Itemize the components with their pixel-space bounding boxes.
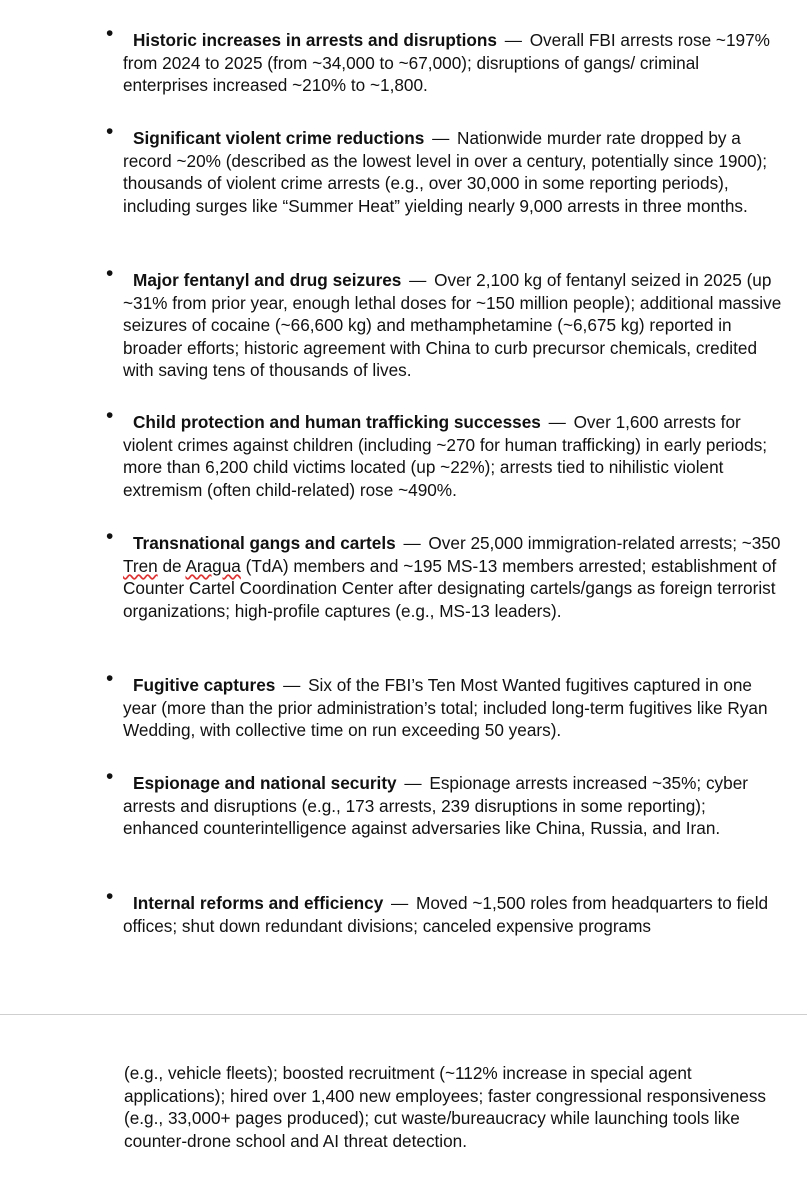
- bullet: •: [106, 525, 114, 548]
- em-dash: —: [548, 412, 566, 432]
- item-body: Six of the FBI’s Ten Most Wanted fugitives captured in one year (more than the prior administration’s total; included long-term fugitives like Ryan Wedding, with collective time on run exceeding 50 years).: [123, 675, 768, 741]
- em-dash: —: [283, 675, 301, 695]
- item-body: Moved ~1,500 roles from headquarters to field offices; shut down redundant divisions; canceled expensive programs: [123, 893, 769, 936]
- list-item-arrests: [106, 22, 783, 97]
- bullet: •: [106, 120, 114, 143]
- item-heading: Major fentanyl and drug seizures: [133, 270, 402, 290]
- document-page-2: [0, 1015, 807, 1200]
- em-dash: —: [432, 128, 450, 148]
- em-dash: —: [404, 773, 422, 793]
- item-heading: Internal reforms and efficiency: [133, 893, 384, 913]
- item-body: Over 2,100 kg of fentanyl seized in 2025 (up ~31% from prior year, enough lethal doses for ~150 million people); additional massive seizures of cocaine (~66,600 kg) and methamphetamine (~6,675 kg) reported in broader efforts; historic agreement with China to curb precursor chemicals, credited with saving tens of thousands of lives.: [123, 270, 782, 381]
- list-item-gangs-cartels: [106, 525, 783, 622]
- item-body: Nationwide murder rate dropped by a record ~20% (described as the lowest level in over a century, potentially since 1900); thousands of violent crime arrests (e.g., over 30,000 in some reporting periods), including surges like “Summer Heat” yielding nearly 9,000 arrests in three months.: [123, 128, 768, 216]
- continuation-paragraph: (e.g., vehicle fleets); boosted recruitment (~112% increase in special agent applications); hired over 1,400 new employees; faster congressional responsiveness (e.g., 33,000+ pages produced); cut waste/bureaucracy while launching tools like counter-drone school and AI threat detection.: [124, 1063, 767, 1151]
- item-body: Espionage arrests increased ~35%; cyber arrests and disruptions (e.g., 173 arrests, 239 disruptions in some reporting); enhanced counterintelligence against adversaries like China, Russia, and Iran.: [123, 773, 748, 839]
- list-item-child-protection: [106, 404, 783, 501]
- em-dash: —: [409, 270, 427, 290]
- bullet: •: [106, 885, 114, 908]
- list-item-violent-crime: [106, 120, 783, 217]
- spellcheck-word-aragua[interactable]: Aragua: [185, 555, 241, 576]
- item-heading: Fugitive captures: [133, 675, 276, 695]
- bullet: •: [106, 765, 114, 788]
- item-heading: Significant violent crime reductions: [133, 128, 425, 148]
- item-heading: Child protection and human trafficking successes: [133, 412, 541, 432]
- list-item-espionage: [106, 765, 783, 840]
- bullet: •: [106, 22, 114, 45]
- em-dash: —: [504, 30, 522, 50]
- bullet: •: [106, 262, 114, 285]
- item-body: Over 1,600 arrests for violent crimes against children (including ~270 for human trafficking) in early periods; more than 6,200 child victims located (up ~22%); arrests tied to nihilistic violent extremism (often child-related) rose ~490%.: [123, 412, 768, 500]
- bullet: •: [106, 667, 114, 690]
- bullet: •: [106, 404, 114, 427]
- item-body-mid: de: [162, 555, 182, 576]
- list-item-internal-reforms: [106, 885, 783, 937]
- em-dash: —: [403, 533, 421, 553]
- item-heading: Historic increases in arrests and disruptions: [133, 30, 497, 50]
- item-body: Overall FBI arrests rose ~197% from 2024 to 2025 (from ~34,000 to ~67,000); disruptions of gangs/ criminal enterprises increased ~210% to ~1,800.: [123, 30, 770, 96]
- item-body-start: Over 25,000 immigration-related arrests; ~350: [428, 533, 781, 553]
- item-heading: Transnational gangs and cartels: [133, 533, 396, 553]
- item-heading: Espionage and national security: [133, 773, 397, 793]
- em-dash: —: [391, 893, 409, 913]
- item-body-end: (TdA) members and ~195 MS-13 members arrested; establishment of Counter Cartel Coordination Center after designating cartels/gangs as foreign terrorist organizations; high-profile captures (e.g., MS-13 leaders).: [123, 555, 777, 621]
- spellcheck-word-tren[interactable]: Tren: [123, 555, 158, 576]
- list-item-fentanyl: [106, 262, 783, 382]
- list-item-fugitives: [106, 667, 783, 742]
